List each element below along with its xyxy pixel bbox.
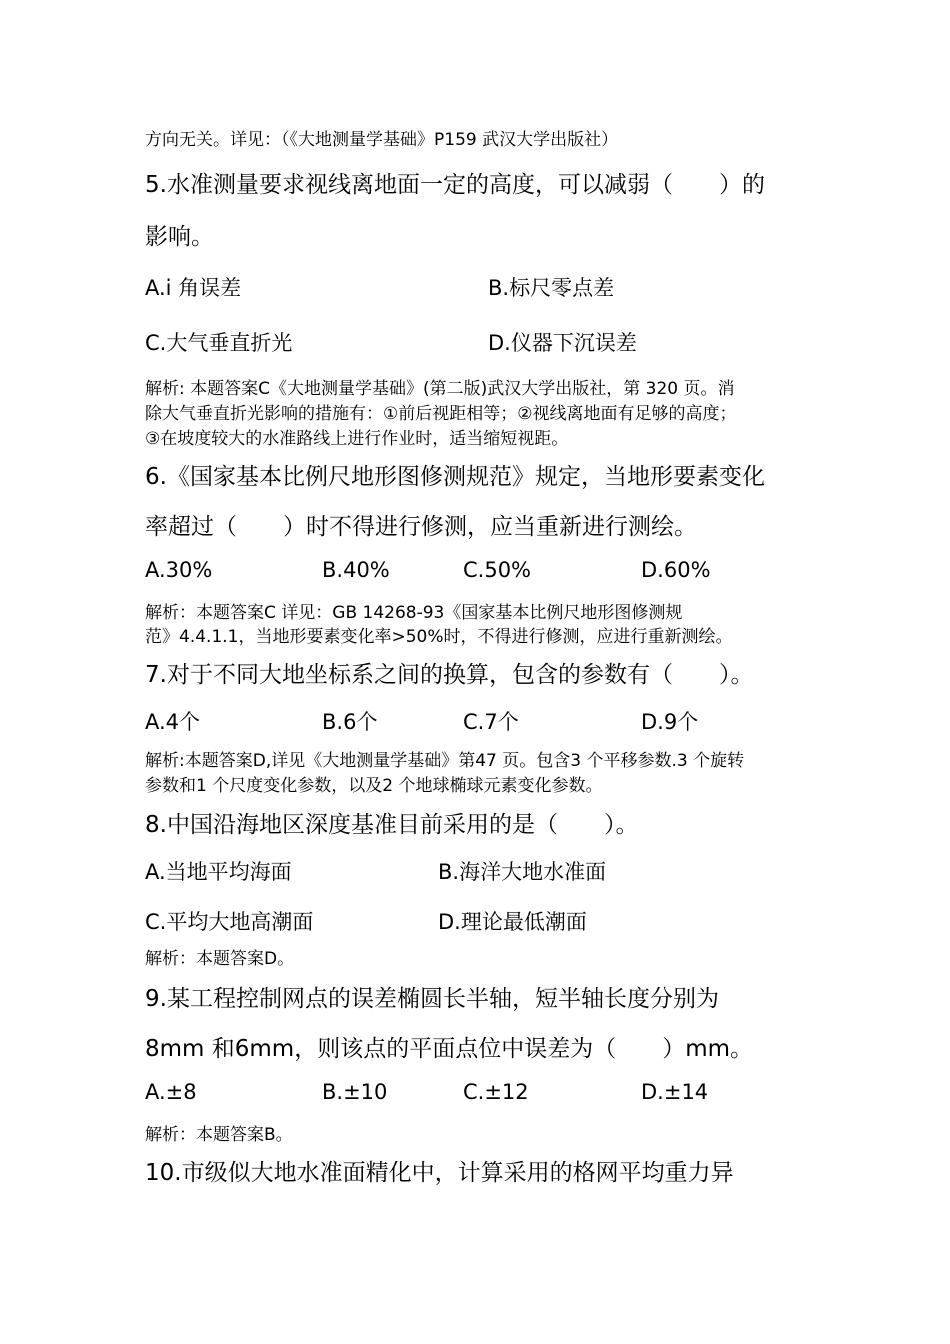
question-7-explanation: 解析:本题答案D,详见《大地测量学基础》第47 页。包含3 个平移参数.3 个旋转 [145,751,745,771]
option-d: D.理论最低潮面 [438,910,587,934]
option-d: D.±14 [641,1080,709,1104]
option-c: C.±12 [463,1080,529,1104]
option-c: C.7个 [463,710,519,734]
question-6-text: 6.《国家基本比例尺地形图修测规范》规定，当地形要素变化 [145,464,765,490]
question-9-text: 9.某工程控制网点的误差椭圆长半轴，短半轴长度分别为 [145,986,719,1012]
option-b: B.海洋大地水准面 [438,860,607,884]
question-8-options-row2 [145,906,845,934]
option-a: A.±8 [145,1080,197,1104]
question-5-explanation: 解析: 本题答案C《大地测量学基础》(第二版)武汉大学出版社，第 320 页。消 [145,379,735,399]
question-7-text: 7.对于不同大地坐标系之间的换算，包含的参数有（ ）。 [145,662,754,688]
option-a: A.30% [145,558,213,582]
option-c: C.平均大地高潮面 [145,910,314,934]
option-a: A.当地平均海面 [145,860,292,884]
question-6-options [145,558,845,586]
question-5-options-row1 [145,272,845,300]
question-6-explanation: 解析：本题答案C 详见：GB 14268-93《国家基本比例尺地形图修测规 [145,603,683,623]
question-5-explanation-cont: 除大气垂直折光影响的措施有：①前后视距相等；②视线离地面有足够的高度； [145,404,737,424]
option-b: B.40% [322,558,390,582]
question-9-text-cont: 8mm 和6mm，则该点的平面点位中误差为（ ）mm。 [145,1036,754,1062]
option-a: A.i 角误差 [145,276,242,300]
option-c: C.大气垂直折光 [145,331,293,355]
question-8-options-row1 [145,856,845,884]
question-9-options [145,1080,845,1108]
question-7-options [145,706,845,734]
option-b: B.6个 [322,710,378,734]
question-9-explanation: 解析：本题答案B。 [145,1125,293,1145]
option-b: B.标尺零点差 [488,276,615,300]
option-b: B.±10 [322,1080,388,1104]
option-a: A.4个 [145,710,201,734]
question-6-text-cont: 率超过（ ）时不得进行修测，应当重新进行测绘。 [145,514,697,540]
option-d: D.60% [641,558,711,582]
question-5-text-cont: 影响。 [145,224,214,250]
option-c: C.50% [463,558,532,582]
question-10-text: 10.市级似大地水准面精化中，计算采用的格网平均重力异 [145,1160,734,1186]
option-d: D.9个 [641,710,699,734]
question-5-options-row2 [145,327,845,355]
question-8-explanation: 解析：本题答案D。 [145,949,295,969]
option-d: D.仪器下沉误差 [488,331,637,355]
question-5-text: 5.水准测量要求视线离地面一定的高度，可以减弱（ ）的 [145,172,765,198]
question-6-explanation-cont: 范》4.4.1.1，当地形要素变化率>50%时，不得进行修测，应进行重新测绘。 [145,627,733,647]
question-8-text: 8.中国沿海地区深度基准目前采用的是（ ）。 [145,812,639,838]
question-7-explanation-cont: 参数和1 个尺度变化参数，以及2 个地球椭球元素变化参数。 [145,776,603,796]
intro-text: 方向无关。详见：（《大地测量学基础》P159 武汉大学出版社） [145,130,619,150]
question-5-explanation-cont2: ③在坡度较大的水准路线上进行作业时，适当缩短视距。 [145,429,569,449]
